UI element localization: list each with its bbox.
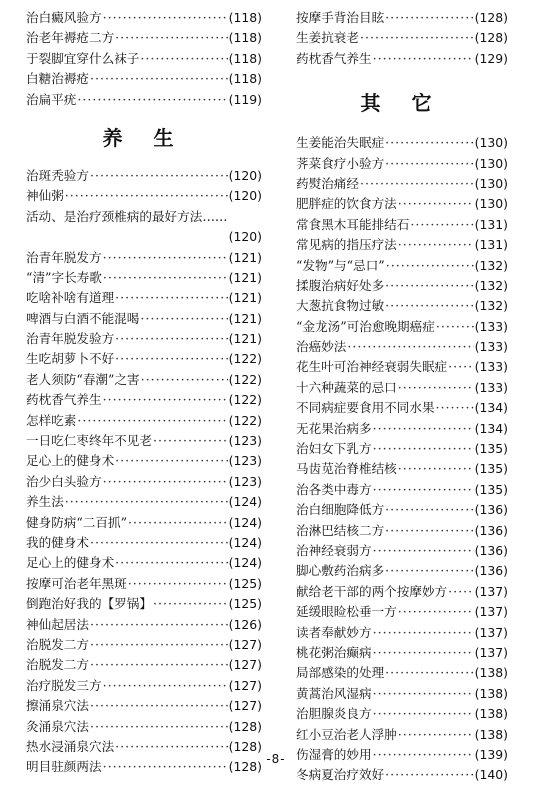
- entry-title: 治少白头验方: [26, 473, 102, 489]
- entry-page: (125): [228, 596, 262, 612]
- entry-page: (136): [474, 542, 508, 558]
- entry-title: 治扁平疣: [26, 91, 77, 107]
- entry-page: (135): [474, 481, 508, 497]
- dot-leader: [90, 696, 228, 716]
- entry-page: (120): [228, 188, 262, 204]
- entry-title: 黄蒿治风湿病: [296, 685, 372, 701]
- entry-title: 生姜能治失眠症: [296, 135, 385, 151]
- toc-entry[interactable]: [296, 8, 508, 28]
- dot-leader: [398, 459, 474, 479]
- left-top-list: [26, 8, 262, 110]
- entry-page: (133): [474, 318, 508, 334]
- entry-page: (128): [228, 738, 262, 754]
- entry-title: 治青年脱发验方: [26, 331, 115, 347]
- entry-title: 治青年脱发方: [26, 249, 102, 265]
- dot-leader: [373, 49, 474, 69]
- dot-leader: [65, 186, 228, 206]
- entry-title: 桃花粥治癫病: [296, 644, 372, 660]
- entry-page: (121): [228, 249, 262, 265]
- entry-title: 治淋巴结核二方: [296, 522, 385, 538]
- entry-title: 生姜抗衰老: [296, 30, 359, 46]
- toc-entry[interactable]: [296, 480, 508, 500]
- toc-entry[interactable]: [26, 533, 262, 553]
- toc-entry[interactable]: [296, 582, 508, 602]
- entry-page: (137): [474, 583, 508, 599]
- entry-page: (124): [228, 514, 262, 530]
- entry-title: 健身防病“二百抓”: [26, 514, 128, 530]
- toc-entry[interactable]: [26, 635, 262, 655]
- entry-title: 大葱抗食物过敏: [296, 298, 385, 314]
- entry-title: 治白细胞降低方: [296, 502, 385, 518]
- dot-leader: [373, 704, 474, 724]
- entry-title: 肥胖症的饮食方法: [296, 196, 397, 212]
- entry-page: (127): [228, 677, 262, 693]
- dot-leader: [128, 513, 228, 533]
- entry-page: (136): [474, 563, 508, 579]
- dot-leader: [373, 480, 474, 500]
- entry-page: (137): [474, 624, 508, 640]
- toc-entry[interactable]: [296, 256, 508, 276]
- entry-page: (132): [474, 277, 508, 293]
- entry-page: (121): [228, 331, 262, 347]
- toc-entry[interactable]: [26, 411, 262, 431]
- toc-entry[interactable]: [296, 398, 508, 418]
- entry-page: (138): [474, 685, 508, 701]
- entry-page: (125): [228, 575, 262, 591]
- entry-title: 于裂脚宜穿什么袜子: [26, 50, 140, 66]
- entry-page: (132): [474, 257, 508, 273]
- toc-entry[interactable]: [26, 349, 262, 369]
- entry-title: 局部感染的处理: [296, 665, 385, 681]
- entry-title: 治老年褥疮二方: [26, 30, 115, 46]
- left-bottom-list: [26, 166, 262, 778]
- dot-leader: [103, 390, 228, 410]
- toc-entry[interactable]: [26, 655, 262, 675]
- toc-entry[interactable]: [296, 561, 508, 581]
- entry-page: (130): [474, 135, 508, 151]
- entry-title: 治疗脱发三方: [26, 677, 102, 693]
- dot-leader: [347, 337, 473, 357]
- dot-leader: [115, 28, 228, 48]
- toc-entry[interactable]: [26, 513, 262, 533]
- entry-page: (128): [228, 718, 262, 734]
- toc-entry[interactable]: [296, 194, 508, 214]
- entry-title: 治脱发二方: [26, 657, 89, 673]
- right-bottom-list: [296, 133, 508, 786]
- entry-page: (124): [228, 555, 262, 571]
- entry-page: (138): [474, 726, 508, 742]
- dot-leader: [398, 235, 474, 255]
- toc-entry[interactable]: [296, 602, 508, 622]
- entry-title: 揉腹治病好处多: [296, 277, 385, 293]
- dot-leader: [115, 288, 228, 308]
- entry-page: (122): [228, 351, 262, 367]
- entry-title: 药枕香气养生: [296, 50, 372, 66]
- entry-page: (134): [474, 420, 508, 436]
- entry-title: 治神经衰弱方: [296, 542, 372, 558]
- dot-leader: [77, 90, 227, 110]
- entry-title: 马齿苋治脊椎结核: [296, 461, 397, 477]
- entry-page: (127): [228, 636, 262, 652]
- entry-title: 足心上的健身术: [26, 555, 115, 571]
- entry-title: 治妇女下乳方: [296, 441, 372, 457]
- dot-leader: [373, 684, 474, 704]
- toc-entry[interactable]: [26, 90, 262, 110]
- entry-title: 荠菜食疗小验方: [296, 155, 385, 171]
- dot-leader: [385, 296, 474, 316]
- entry-page: (135): [474, 461, 508, 477]
- dot-leader: [398, 378, 474, 398]
- dot-leader: [103, 268, 228, 288]
- entry-page: (118): [228, 50, 262, 66]
- entry-page: (118): [228, 10, 262, 25]
- toc-entry[interactable]: [296, 521, 508, 541]
- dot-leader: [140, 309, 227, 329]
- entry-page: (136): [474, 522, 508, 538]
- dot-leader: [90, 717, 228, 737]
- toc-entry[interactable]: [296, 174, 508, 194]
- entry-title: 献给老干部的两个按摩妙方: [296, 583, 448, 599]
- toc-entry[interactable]: [26, 329, 262, 349]
- dot-leader: [65, 492, 228, 512]
- dot-leader: [103, 472, 228, 492]
- entry-page: (124): [228, 534, 262, 550]
- toc-entry[interactable]: [296, 235, 508, 255]
- entry-page: (133): [474, 359, 508, 375]
- toc-entry[interactable]: [296, 684, 508, 704]
- entry-title: 药枕香气养生: [26, 392, 102, 408]
- dot-leader: [103, 676, 228, 696]
- toc-entry[interactable]: [26, 309, 262, 329]
- dot-leader: [385, 500, 474, 520]
- entry-title: 读者奉献妙方: [296, 624, 372, 640]
- entry-title: 擦涌泉穴法: [26, 698, 89, 714]
- entry-title: 不同病症要食用不同水果: [296, 400, 435, 416]
- toc-entry[interactable]: [296, 317, 508, 337]
- entry-title: 吃啥补啥有道理: [26, 290, 115, 306]
- right-top-list: [296, 8, 508, 69]
- entry-title: “金龙汤”可治愈晚期癌症: [296, 318, 435, 334]
- toc-entry[interactable]: [26, 696, 262, 716]
- entry-title: 灸涌泉穴法: [26, 718, 89, 734]
- toc-entry[interactable]: [26, 594, 262, 614]
- dot-leader: [90, 69, 228, 89]
- toc-entry[interactable]: [296, 419, 508, 439]
- entry-page: (139): [474, 746, 508, 762]
- dot-leader: [153, 594, 228, 614]
- section-title-yangsheng: 养 生: [102, 125, 186, 150]
- entry-title: 怎样吃素: [26, 412, 77, 428]
- entry-page: (134): [474, 400, 508, 416]
- entry-title: 我的健身术: [26, 534, 89, 550]
- toc-entry[interactable]: [296, 133, 508, 153]
- dot-leader: [448, 357, 474, 377]
- entry-page: (135): [474, 441, 508, 457]
- entry-title: 常食黑木耳能排结石: [296, 216, 410, 232]
- entry-title: 药熨治痛经: [296, 175, 359, 191]
- entry-title: 神仙起居法: [26, 616, 89, 632]
- toc-entry[interactable]: [26, 574, 262, 594]
- entry-title: 白糖治褥疮: [26, 71, 89, 87]
- dot-leader: [448, 582, 474, 602]
- dot-leader: [115, 329, 228, 349]
- right-column: [296, 8, 508, 786]
- entry-page: (130): [474, 175, 508, 191]
- entry-title: 花生叶可治神经衰弱失眠症: [296, 359, 448, 375]
- toc-entry[interactable]: [26, 390, 262, 410]
- entry-title: “清”字长寿歌: [26, 269, 102, 285]
- dot-leader: [398, 602, 474, 622]
- toc-entry[interactable]: [26, 370, 262, 390]
- toc-entry[interactable]: [26, 207, 262, 248]
- dot-leader: [373, 439, 474, 459]
- entry-page: (119): [228, 91, 262, 107]
- toc-entry[interactable]: [26, 49, 262, 69]
- toc-entry[interactable]: [26, 676, 262, 696]
- toc-entry[interactable]: [26, 472, 262, 492]
- toc-entry[interactable]: [296, 765, 508, 785]
- toc-entry[interactable]: [26, 431, 262, 451]
- entry-page: (130): [474, 155, 508, 171]
- entry-title: 延缓眼睑松垂一方: [296, 604, 397, 620]
- entry-title: 一日吃仁枣终年不见老: [26, 433, 152, 449]
- entry-page: (123): [228, 433, 262, 449]
- toc-entry[interactable]: [26, 248, 262, 268]
- entry-title: 明目驻颜两法: [26, 759, 102, 775]
- dot-leader: [373, 643, 474, 663]
- entry-page: (128): [474, 10, 508, 25]
- page-number: -8-: [266, 752, 286, 766]
- toc-entry[interactable]: [26, 69, 262, 89]
- dot-leader: [115, 349, 228, 369]
- entry-title: 啤酒与白酒不能混喝: [26, 310, 140, 326]
- toc-entry[interactable]: [26, 288, 262, 308]
- dot-leader: [77, 411, 227, 431]
- dot-leader: [385, 521, 474, 541]
- entry-page: (121): [228, 269, 262, 285]
- toc-entry[interactable]: [296, 296, 508, 316]
- entry-page: (137): [474, 644, 508, 660]
- entry-title: 伤湿膏的妙用: [296, 746, 372, 762]
- toc-entry[interactable]: [296, 704, 508, 724]
- dot-leader: [398, 194, 474, 214]
- dot-leader: [103, 248, 228, 268]
- toc-entry[interactable]: [296, 541, 508, 561]
- entry-page: (128): [474, 30, 508, 46]
- entry-title: “发物”与“忌口”: [296, 257, 385, 273]
- dot-leader: [90, 615, 228, 635]
- entry-title: 无花果治病多: [296, 420, 372, 436]
- entry-title: 养生法: [26, 494, 64, 510]
- entry-page: (123): [228, 473, 262, 489]
- dot-leader: [90, 166, 228, 186]
- entry-page: (127): [228, 698, 262, 714]
- entry-page: (121): [228, 310, 262, 326]
- left-column: [26, 8, 262, 778]
- entry-page: (126): [228, 616, 262, 632]
- dot-leader: [90, 635, 228, 655]
- toc-entry[interactable]: [296, 725, 508, 745]
- entry-title: 治癌妙法: [296, 339, 347, 355]
- toc-entry[interactable]: [296, 378, 508, 398]
- dot-leader: [410, 215, 473, 235]
- dot-leader: [115, 553, 228, 573]
- toc-entry[interactable]: [296, 276, 508, 296]
- entry-page: (130): [474, 196, 508, 212]
- dot-leader: [140, 49, 227, 69]
- dot-leader: [153, 431, 228, 451]
- entry-page: (122): [228, 392, 262, 408]
- entry-page: (131): [474, 216, 508, 232]
- entry-page: (123): [228, 453, 262, 469]
- entry-page: (118): [228, 30, 262, 46]
- toc-entry[interactable]: [26, 186, 262, 206]
- dot-leader: [385, 154, 474, 174]
- toc-entry[interactable]: [296, 459, 508, 479]
- dot-leader: [385, 8, 474, 28]
- entry-page: (140): [474, 767, 508, 783]
- dot-leader: [360, 28, 474, 48]
- toc-entry[interactable]: [296, 623, 508, 643]
- dot-leader: [385, 663, 474, 683]
- entry-page: (138): [474, 706, 508, 722]
- entry-page: (121): [228, 290, 262, 306]
- dot-leader: [385, 133, 474, 153]
- dot-leader: [141, 370, 228, 390]
- entry-page: (128): [228, 759, 262, 775]
- entry-title: 足心上的健身术: [26, 453, 115, 469]
- entry-title: 活动、是治疗颈椎病的最好方法……: [26, 208, 228, 224]
- entry-title: 十六种蔬菜的忌口: [296, 379, 397, 395]
- toc-entry[interactable]: [26, 268, 262, 288]
- toc-entry[interactable]: [296, 28, 508, 48]
- dot-leader: [373, 623, 474, 643]
- dot-leader: [128, 574, 228, 594]
- toc-entry[interactable]: [296, 500, 508, 520]
- entry-title: 生吃胡萝卜不好: [26, 351, 115, 367]
- entry-title: 治斑秃验方: [26, 167, 89, 183]
- dot-leader: [90, 655, 228, 675]
- entry-title: 治白癜风验方: [26, 10, 102, 25]
- entry-title: 热水浸涌泉穴法: [26, 738, 115, 754]
- section-title-qita: 其 它: [360, 91, 444, 116]
- entry-page: (124): [228, 494, 262, 510]
- dot-leader: [386, 256, 474, 276]
- entry-title: 脚心敷药治病多: [296, 563, 385, 579]
- dot-leader: [436, 398, 474, 418]
- entry-title: 红小豆治老人浮肿: [296, 726, 397, 742]
- toc-entry[interactable]: [296, 663, 508, 683]
- dot-leader: [373, 419, 474, 439]
- entry-page: (137): [474, 604, 508, 620]
- toc-entry[interactable]: [26, 615, 262, 635]
- toc-entry[interactable]: [296, 215, 508, 235]
- dot-leader: [385, 561, 474, 581]
- toc-entry[interactable]: [296, 643, 508, 663]
- dot-leader: [90, 533, 228, 553]
- entry-page: (138): [474, 665, 508, 681]
- entry-page: (132): [474, 298, 508, 314]
- entry-page: (131): [474, 237, 508, 253]
- entry-page: (120): [228, 167, 262, 183]
- toc-entry[interactable]: [26, 451, 262, 471]
- entry-title: 按摩手背治目眩: [296, 10, 385, 25]
- toc-entry[interactable]: [296, 439, 508, 459]
- entry-title: 神仙粥: [26, 188, 64, 204]
- toc-entry[interactable]: [26, 492, 262, 512]
- entry-page: (129): [474, 50, 508, 66]
- toc-entry[interactable]: [26, 8, 262, 28]
- entry-page: (136): [474, 502, 508, 518]
- entry-page: (127): [228, 657, 262, 673]
- entry-title: 老人须防“春潮”之害: [26, 371, 140, 387]
- entry-title: 治各类中毒方: [296, 481, 372, 497]
- dot-leader: [373, 541, 474, 561]
- entry-page: (133): [474, 339, 508, 355]
- entry-page: (118): [228, 71, 262, 87]
- entry-page: (133): [474, 379, 508, 395]
- dot-leader: [436, 317, 474, 337]
- entry-title: 治胆腺炎良方: [296, 706, 372, 722]
- toc-entry[interactable]: [296, 49, 508, 69]
- toc-entry[interactable]: [26, 553, 262, 573]
- toc-entry[interactable]: [26, 28, 262, 48]
- toc-entry[interactable]: [296, 357, 508, 377]
- toc-entry[interactable]: [296, 154, 508, 174]
- toc-entry[interactable]: [26, 717, 262, 737]
- entry-title: 常见病的指压疗法: [296, 237, 397, 253]
- toc-entry[interactable]: [296, 337, 508, 357]
- entry-title: 冬病夏治疗效好: [296, 767, 385, 783]
- entry-title: 倒跑治好我的【罗锅】: [26, 596, 152, 612]
- entry-page: (122): [228, 412, 262, 428]
- entry-title: 按摩可治老年黑斑: [26, 575, 127, 591]
- entry-page: (120): [228, 229, 262, 245]
- dot-leader: [115, 451, 228, 471]
- toc-entry[interactable]: [26, 166, 262, 186]
- dot-leader: [385, 765, 474, 785]
- dot-leader: [385, 276, 474, 296]
- entry-page: (122): [228, 371, 262, 387]
- entry-title: 治脱发二方: [26, 636, 89, 652]
- dot-leader: [398, 725, 474, 745]
- dot-leader: [360, 174, 474, 194]
- dot-leader: [103, 8, 228, 28]
